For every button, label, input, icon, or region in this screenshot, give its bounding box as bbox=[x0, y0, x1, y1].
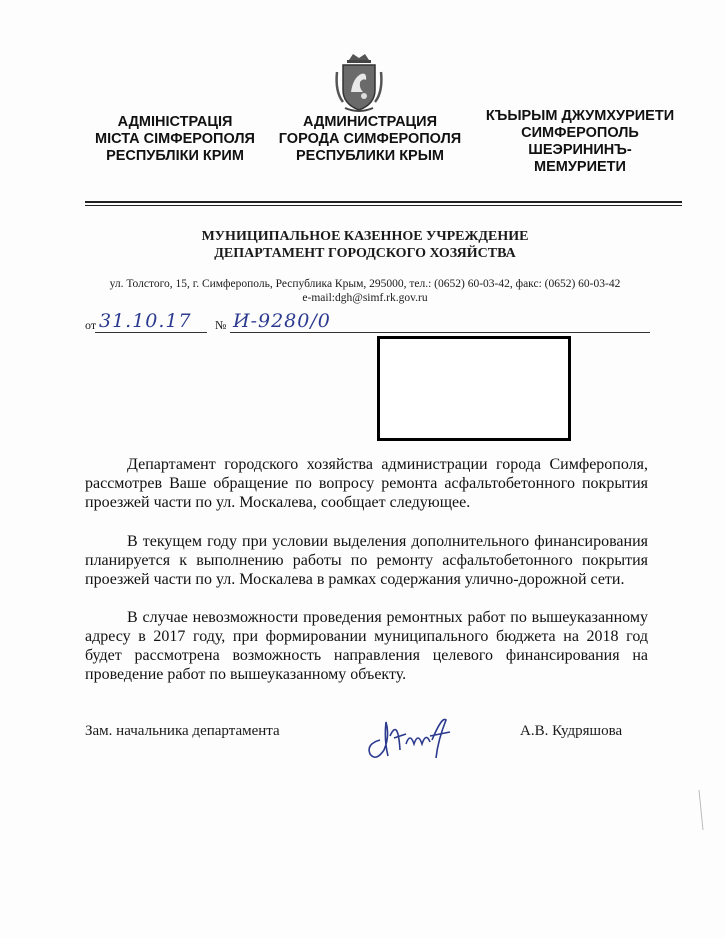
address-line: ул. Толстого, 15, г. Симферополь, Республика Крым, 295000, тел.: (0652) 60-03-42, факс: (0652) 60-03-42 bbox=[109, 278, 621, 290]
email-line: e-mail:dgh@simf.rk.gov.ru bbox=[302, 292, 428, 304]
registration-rule bbox=[335, 332, 650, 333]
redacted-recipient-box bbox=[377, 336, 571, 441]
body-paragraph-3 bbox=[85, 608, 648, 684]
crimea-coat-of-arms-icon bbox=[333, 52, 385, 114]
header-russian: АДМИНИСТРАЦИЯ ГОРОДА СИМФЕРОПОЛЯ РЕСПУБЛИКИ КРЫМ bbox=[278, 114, 462, 164]
organization-name: ДЕПАРТАМЕНТ ГОРОДСКОГО ХОЗЯЙСТВА bbox=[214, 246, 516, 261]
paragraph-text: В текущем году при условии выделения дополнительного финансирования планируется к выполнению работы по ремонту асфальтобетонного покрытия проезжей части по ул. Москалева в рамках содержания улично-дорожной сети. bbox=[85, 533, 648, 588]
body-paragraph-1 bbox=[85, 455, 648, 512]
organization-type: МУНИЦИПАЛЬНОЕ КАЗЕННОЕ УЧРЕЖДЕНИЕ bbox=[201, 229, 529, 244]
number-underline bbox=[230, 332, 335, 333]
date-underline bbox=[95, 332, 207, 333]
body-paragraph-2 bbox=[85, 532, 648, 589]
handwritten-signature-icon bbox=[362, 710, 462, 765]
paragraph-text: Департамент городского хозяйства администрации города Симферополя, рассмотрев Ваше обращение по вопросу ремонта асфальтобетонного покрытия проезжей части по ул. Москалева, сообщает следующее. bbox=[85, 456, 648, 511]
outgoing-number: И-9280/0 bbox=[233, 310, 331, 332]
signatory-title: Зам. начальника департамента bbox=[85, 723, 280, 739]
registration-line bbox=[85, 312, 655, 334]
header-rule-thin bbox=[85, 205, 682, 206]
number-label: № bbox=[215, 318, 227, 332]
date-label: от bbox=[85, 318, 97, 332]
header-crimean-tatar: КЪЫРЫМ ДЖУМХУРИЕТИ СИМФЕРОПОЛЬ ШЕЭРИНИНЪ- МЕМУРИЕТИ bbox=[485, 108, 675, 175]
header-ukrainian: АДМІНІСТРАЦІЯ МІСТА СІМФЕРОПОЛЯ РЕСПУБЛІКИ КРИМ bbox=[95, 114, 255, 164]
signatory-name: А.В. Кудряшова bbox=[520, 723, 623, 739]
outgoing-date: 31.10.17 bbox=[99, 310, 192, 332]
header-rule bbox=[85, 201, 682, 203]
paragraph-text: В случае невозможности проведения ремонтных работ по вышеуказанному адресу в 2017 году, при формировании муниципального бюджета на 2018 год будет рассмотрена возможность направления целевого финансирования на проведение работ по вышеуказанному объекту. bbox=[85, 609, 648, 683]
scan-artifact-icon bbox=[698, 790, 704, 830]
